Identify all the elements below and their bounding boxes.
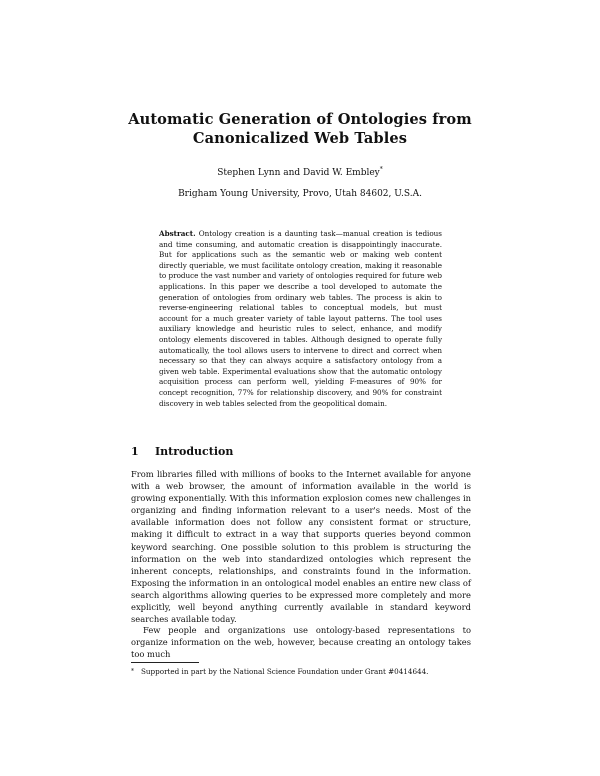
- footnote-text: Supported in part by the National Science Foundation under Grant #0414644.: [141, 667, 429, 676]
- abstract-label: Abstract.: [159, 229, 196, 238]
- paper-title: [100, 110, 500, 148]
- section-heading: [131, 445, 471, 459]
- footnote-mark: *: [131, 668, 134, 675]
- title-line-2: Canonicalized Web Tables: [192, 130, 408, 147]
- intro-paragraph-2: Few people and organizations use ontology-based representations to organize information on the web, however, because creating an ontology takes too much: [131, 625, 471, 660]
- intro-paragraph-1: From libraries filled with millions of books to the Internet available for anyone with a web browser, the amount of information available in the world is growing exponentially. With this information explosion comes new challenges in organizing and finding information relevant to a user's needs. Most of the available information does not follow any consistent format or structure, making it difficult to extract in a way that supports queries beyond common keyword searching. One possible solution to this problem is structuring the information on the web into standardized ontologies which represent the inherent concepts, relationships, and constraints found in the information. Exposing the information in an ontological model enables an entire new class of search algorithms allowing queries to be expressed more completely and more explicitly, well beyond anything currently available in standard keyword searches available today.: [131, 469, 471, 625]
- author-footnote-mark: *: [379, 166, 383, 173]
- author-list: [100, 167, 500, 179]
- title-line-1: Automatic Generation of Ontologies from: [128, 111, 472, 128]
- footnote: [131, 667, 471, 677]
- section-number: 1: [131, 445, 139, 458]
- footnote-divider: [131, 662, 199, 663]
- affiliation: Brigham Young University, Provo, Utah 84602, U.S.A.: [178, 189, 422, 199]
- abstract: [159, 229, 442, 409]
- abstract-text: Ontology creation is a daunting task—manual creation is tedious and time consuming, and automatic creation is disappointingly inaccurate. But for applications such as the semantic web or making web content directly queriable, we must facilitate ontology creation, making it reasonable to produce the vast number and variety of ontologies required for future web applications. In this paper we describe a tool developed to automate the generation of ontologies from ordinary web tables. The process is akin to reverse-engineering relational tables to conceptual models, but must account for a much greater variety of table layout patterns. The tool uses auxiliary knowledge and heuristic rules to select, enhance, and modify ontology elements discovered in tables. Although designed to operate fully automatically, the tool allows users to intervene to direct and correct when necessary so that they can always acquire a satisfactory ontology from a given web table. Experimental evaluations show that the automatic ontology acquisition process can perform well, yielding F-measures of 90% for concept recognition, 77% for relationship discovery, and 90% for constraint discovery in web tables selected from the geopolitical domain.: [159, 229, 442, 408]
- author-names: Stephen Lynn and David W. Embley: [217, 168, 380, 178]
- section-title: Introduction: [155, 445, 234, 458]
